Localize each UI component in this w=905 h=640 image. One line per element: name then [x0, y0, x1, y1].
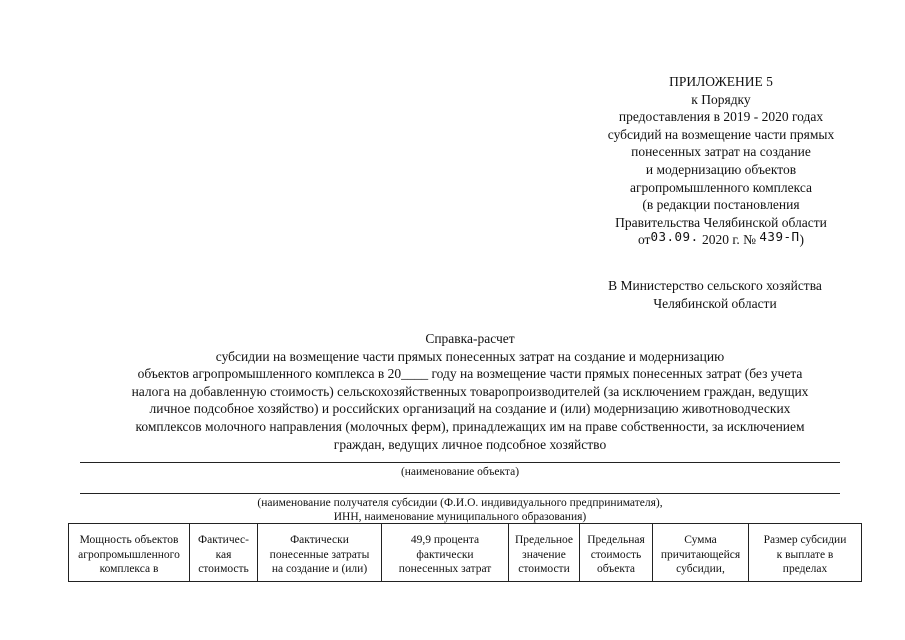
calculation-title: Справка-расчет [425, 331, 515, 346]
object-name-blank-line[interactable] [80, 462, 840, 463]
appendix-line: и модернизацию объектов [645, 161, 797, 177]
header-actual-cost: Фактичес- кая стоимость [190, 524, 258, 582]
calculation-line: комплексов молочного направления (молочных ферм), принадлежащих им на праве собственности, за исключением [135, 418, 805, 434]
object-name-caption: (наименование объекта) [400, 466, 520, 478]
date-suffix: 2020 г. № [701, 232, 757, 248]
appendix-line: субсидий на возмещение части прямых [607, 126, 835, 142]
recipient-caption-1: (наименование получателя субсидии (Ф.И.О. индивидуального предпринимателя), [257, 497, 663, 509]
header-limit-cost: Предельная стоимость объекта [580, 524, 653, 582]
appendix-line: понесенных затрат на создание [631, 144, 811, 160]
resolution-date-line [590, 231, 852, 249]
header-49-9-percent: 49,9 процента фактически понесенных затрат [382, 524, 509, 582]
header-actual-expenses: Фактически понесенные затраты на создание и (или) [258, 524, 382, 582]
date-prefix: от [637, 232, 651, 248]
calculation-line: субсидии на возмещение части прямых понесенных затрат на создание и модернизацию [215, 348, 725, 364]
closing-paren: ) [799, 232, 805, 248]
appendix-header [590, 73, 852, 249]
addressee [560, 277, 870, 312]
handwritten-date: 03.09. [650, 229, 699, 245]
recipient-caption-2: ИНН, наименование муниципального образования) [333, 511, 587, 523]
appendix-line: Правительства Челябинской области [615, 214, 827, 230]
header-limit-value: Предельное значение стоимости [509, 524, 580, 582]
header-capacity: Мощность объектов агропромышленного комплекса в [69, 524, 190, 582]
table-header-row [69, 524, 862, 582]
appendix-title: ПРИЛОЖЕНИЕ 5 [669, 74, 773, 89]
addressee-line-2: Челябинской области [653, 295, 777, 311]
calculation-title-block [40, 330, 900, 453]
header-subsidy-sum: Сумма причитающейся субсидии, [653, 524, 749, 582]
header-payout-amount: Размер субсидии к выплате в пределах [749, 524, 862, 582]
calculation-line: личное подсобное хозяйство) и российских организаций на создание и (или) модернизацию животноводческих [149, 401, 791, 417]
calculation-line: объектов агропромышленного комплекса в 20____ году на возмещение части прямых понесенных затрат (без учета [137, 366, 803, 382]
appendix-line: предоставления в 2019 - 2020 годах [618, 109, 824, 125]
calculation-line: налога на добавленную стоимость) сельскохозяйственных товаропроизводителей (за исключением граждан, ведущих [131, 383, 809, 399]
appendix-line: к Порядку [691, 91, 751, 107]
appendix-line: агропромышленного комплекса [630, 179, 812, 195]
calculation-line: граждан, ведущих личное подсобное хозяйство [333, 436, 607, 452]
appendix-line: (в редакции постановления [642, 197, 800, 213]
addressee-line-1: В Министерство сельского хозяйства [608, 278, 822, 293]
calculation-table [68, 523, 862, 582]
handwritten-number: 439-П [759, 229, 800, 245]
recipient-name-blank-line[interactable] [80, 493, 840, 494]
